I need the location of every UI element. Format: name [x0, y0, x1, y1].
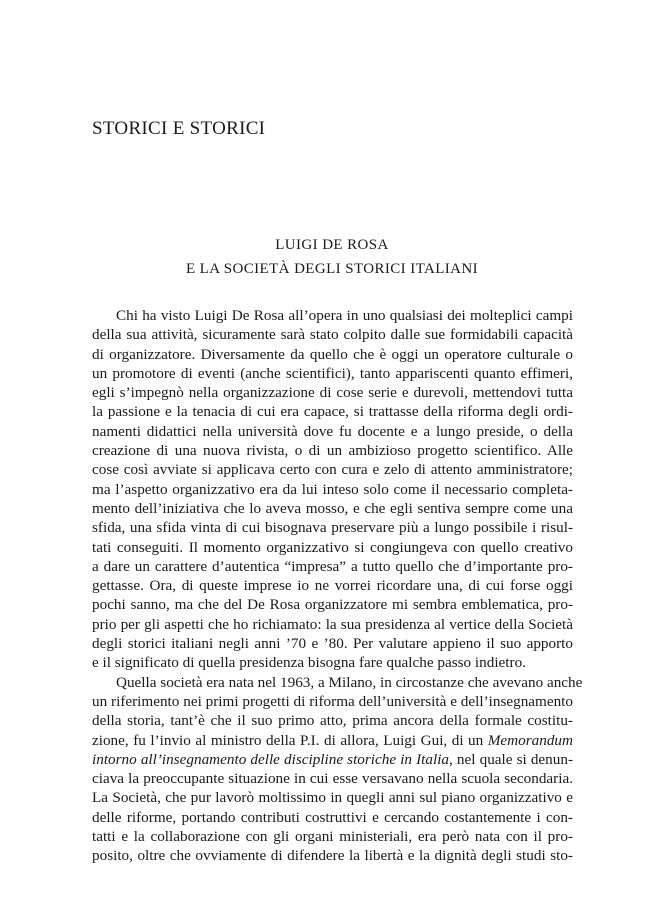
text-line: a dare un carattere d’autentica “impresa” a tutto quello che d’importante pro-: [92, 557, 573, 575]
heading-line-2: E LA SOCIETÀ DEGLI STORICI ITALIANI: [185, 261, 479, 277]
text-line: delle riforme, portando contributi costruttivi e cercando costantemente i con-: [92, 808, 573, 826]
italic-title: Memorandum: [487, 731, 573, 749]
section-title: STORICI E STORICI: [92, 118, 266, 139]
article-heading: [92, 233, 572, 281]
text-line: creazione di una nuova rivista, o di un ambizioso progetto scientifico. Alle: [92, 442, 573, 460]
text-line: tatti e la collaborazione con gli organi ministeriali, era però nata con il pro-: [92, 828, 573, 846]
text-line: di organizzatore. Diversamente da quello che è oggi un operatore culturale o: [92, 345, 573, 363]
text-line: tati conseguiti. Il momento organizzativo si congiungeva con quello creativo: [92, 538, 573, 556]
text-line: ma l’aspetto organizzativo era da lui inteso solo come il necessario completa-: [92, 480, 573, 498]
text-line: un riferimento nei primi progetti di riforma dell’università e dell’insegnamento: [92, 692, 573, 710]
text-line: prio per gli aspetti che ho richiamato: la sua presidenza al vertice della Società: [92, 615, 573, 633]
text-line: posito, oltre che ovviamente di difendere la libertà e la dignità degli studi sto-: [92, 847, 573, 865]
text-line: della sua attività, sicuramente sarà stato colpito dalle sue formidabili capacità: [92, 326, 573, 344]
text-line: Quella società era nata nel 1963, a Milano, in circostanze che avevano anche: [116, 673, 583, 691]
text-line: La Società, che pur lavorò moltissimo in quegli anni sul piano organizzativo e: [92, 789, 573, 807]
text-line: [92, 731, 573, 750]
text-span: zione, fu l’invio al ministro della P.I. di allora, Luigi Gui, di un: [92, 731, 484, 749]
text-line: mento dell’iniziativa che lo aveva mosso, e che egli sentiva sempre come una: [92, 499, 573, 517]
text-line: Chi ha visto Luigi De Rosa all’opera in uno qualsiasi dei molteplici campi: [116, 307, 573, 324]
text-line: un promotore di eventi (anche scientifici), tanto appariscenti quanto effimeri,: [92, 364, 573, 382]
text-span: , nel quale si denun-: [449, 750, 573, 768]
text-line: sfida, una sfida vinta di cui bisognava preservare più a lungo possibile i risul-: [92, 519, 573, 537]
text-line: namenti didattici nella università dove fu docente e a lungo preside, o della: [92, 422, 573, 440]
text-line: ciava la preoccupante situazione in cui esse versavano nella scuola secondaria.: [92, 770, 573, 788]
heading-line-1: LUIGI DE ROSA: [275, 237, 389, 253]
text-line: e il significato di quella presidenza bisogna fare qualche passo indietro.: [92, 654, 526, 672]
italic-title: intorno all’insegnamento delle discipline storiche in Italia: [92, 750, 450, 768]
text-line: [92, 750, 573, 769]
text-line: gettasse. Ora, di queste imprese io ne vorrei ricordare una, di cui forse oggi: [92, 577, 573, 595]
text-line: degli storici italiani negli anni ’70 e ’80. Per valutare appieno il suo apporto: [92, 635, 573, 653]
text-line: egli s’impegnò nella organizzazione di cose serie e durevoli, mettendovi tutta: [92, 384, 573, 402]
text-line: la passione e la tenacia di cui era capace, si trattasse della riforma degli ordi-: [92, 403, 573, 421]
text-line: pochi sanno, ma che del De Rosa organizzatore mi sembra emblematica, pro-: [92, 596, 573, 614]
text-line: della storia, tant’è che il suo primo atto, prima ancora della formale costitu-: [92, 712, 573, 730]
article-body: [92, 306, 583, 866]
text-line: cose così avviate si applicava certo con cura e zelo di attento amministratore;: [92, 461, 573, 479]
